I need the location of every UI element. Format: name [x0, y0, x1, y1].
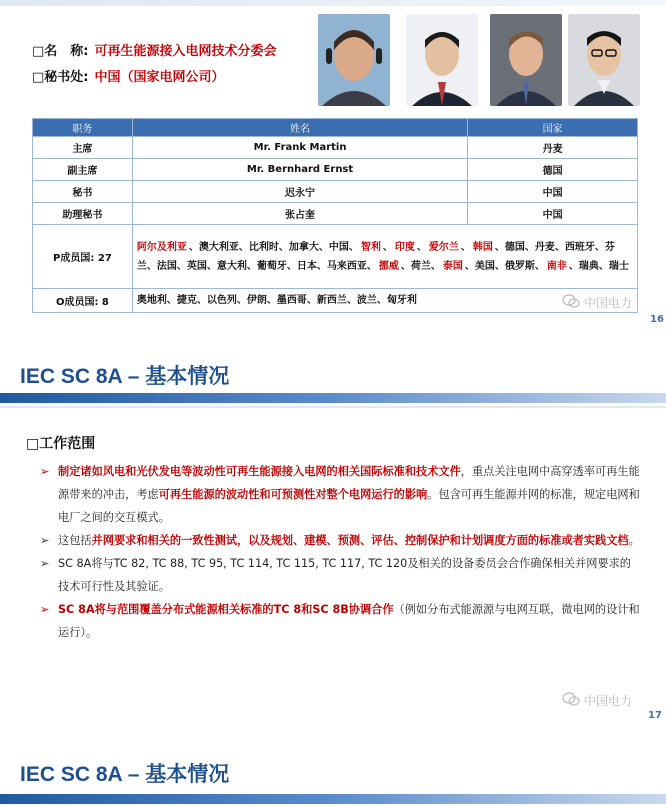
scope-bullet	[40, 552, 640, 598]
role-cell: 副主席	[33, 159, 133, 181]
bullet-text: 。	[628, 534, 640, 547]
country-cell: 中国	[468, 181, 638, 203]
p-member-segment: 、瑞典、瑞士	[568, 260, 629, 272]
p-member-segment: 、	[416, 241, 427, 253]
bullet-text: 。包含可再生能源并网的标准，规定电网和电厂之间的交互模式。	[58, 488, 640, 524]
wechat-icon	[562, 692, 580, 709]
p-member-segment: 印度	[394, 241, 415, 253]
bullet-text: ，重点关注电网中高穿透率可再生能源带来的冲击，考虑	[58, 465, 640, 501]
p-member-segment: 爱尔兰	[428, 241, 459, 253]
scope-bullet	[40, 529, 640, 552]
arrow-bullet-icon: ➢	[40, 603, 50, 616]
role-cell: 助理秘书	[33, 203, 133, 225]
name-cell: Mr. Frank Martin	[132, 137, 467, 159]
section-divider	[0, 406, 666, 408]
p-members-label: P成员国: 27	[33, 225, 133, 289]
watermark-text: 中国电力	[584, 694, 633, 708]
scope-heading: □工作范围	[26, 436, 96, 452]
bullet-text: SC 8A将与范围覆盖分布式能源相关标准的TC 8和SC 8B协调合作	[58, 603, 394, 616]
bullet-text: 可再生能源的波动性和可预测性对整个电网运行的影响	[158, 488, 428, 501]
table-row	[33, 137, 638, 159]
o-members-label: O成员国: 8	[33, 289, 133, 313]
bullet-text: 这包括	[58, 534, 92, 547]
p-member-segment: 泰国	[442, 260, 463, 272]
name-value: 可再生能源接入电网技术分委会	[94, 44, 277, 59]
p-member-segment: 智利	[360, 241, 381, 253]
wechat-icon	[562, 294, 580, 311]
bullet-text: SC 8A将与TC 82, TC 88, TC 95, TC 114, TC 115, TC 117, TC 120及相关的设备委员会合作确保相关并网要求的技术可行性及其验证。	[58, 557, 631, 593]
country-cell: 丹麦	[468, 137, 638, 159]
bullet-text: （例如分布式能源源与电网互联，微电网的设计和运行）。	[58, 603, 640, 639]
p-member-segment: 、	[382, 241, 393, 253]
table-row-p-members	[33, 225, 638, 289]
p-member-segment: 、德国、丹麦、西班牙、芬兰、法国、英国、意大利、葡萄牙、日本、马来西亚、	[136, 241, 615, 272]
bullet-text: 制定诸如风电和光伏发电等波动性可再生能源接入电网的相关国际标准和技术文件	[58, 465, 461, 478]
country-cell: 中国	[468, 203, 638, 225]
portrait-4	[568, 14, 640, 106]
table-row	[33, 181, 638, 203]
members-table	[32, 118, 638, 313]
scope-bullet	[40, 598, 640, 644]
name-row	[32, 40, 277, 59]
section-title: IEC SC 8A – 基本情况	[20, 763, 230, 786]
secretariat-row	[32, 66, 225, 85]
table-header-row	[33, 119, 638, 137]
role-cell: 秘书	[33, 181, 133, 203]
portrait-2	[406, 14, 478, 106]
p-member-segment: 、澳大利亚、比利时、加拿大、中国、	[188, 241, 359, 253]
arrow-bullet-icon: ➢	[40, 557, 50, 570]
role-cell: 主席	[33, 137, 133, 159]
section-bar	[0, 393, 666, 403]
table-row	[33, 159, 638, 181]
table-row	[33, 203, 638, 225]
page-number-17: 17	[648, 710, 662, 721]
top-strip	[0, 0, 666, 6]
bullet-text: 并网要求和相关的一致性测试，以及规划、建模、预测、评估、控制保护和计划调度方面的标准或者实践文档	[91, 534, 629, 547]
watermark-17	[562, 692, 632, 709]
portrait-1	[318, 14, 390, 106]
header-name: 姓名	[132, 119, 467, 137]
section-bar	[0, 794, 666, 804]
arrow-bullet-icon: ➢	[40, 534, 50, 547]
p-members-list	[132, 225, 637, 289]
scope-bullet-list	[40, 460, 640, 644]
name-label: □名 称:	[32, 44, 89, 59]
p-member-segment: 、	[460, 241, 471, 253]
name-cell: 张占奎	[132, 203, 467, 225]
page-number-16: 16	[650, 314, 664, 325]
header-role: 职务	[33, 119, 133, 137]
p-member-segment: 韩国	[472, 241, 493, 253]
name-cell: 迟永宁	[132, 181, 467, 203]
arrow-bullet-icon: ➢	[40, 465, 50, 478]
secretariat-value: 中国（国家电网公司）	[94, 70, 225, 85]
table-row-o-members	[33, 289, 638, 313]
slide-16	[0, 0, 666, 340]
country-cell: 德国	[468, 159, 638, 181]
p-member-segment: 南非	[546, 260, 567, 272]
p-member-segment: 阿尔及利亚	[136, 241, 187, 253]
secretariat-label: □秘书处:	[32, 70, 89, 85]
name-cell: Mr. Bernhard Ernst	[132, 159, 467, 181]
portrait-3	[490, 14, 562, 106]
section-title: IEC SC 8A – 基本情况	[20, 365, 230, 388]
watermark-text: 中国电力	[584, 296, 633, 310]
header-country: 国家	[468, 119, 638, 137]
p-member-segment: 挪威	[378, 260, 399, 272]
o-members-list: 奥地利、捷克、以色列、伊朗、墨西哥、新西兰、波兰、匈牙利	[132, 289, 637, 313]
scope-bullet	[40, 460, 640, 529]
p-member-segment: 、美国、俄罗斯、	[464, 260, 545, 272]
p-member-segment: 、荷兰、	[400, 260, 441, 272]
watermark-16	[562, 294, 632, 311]
